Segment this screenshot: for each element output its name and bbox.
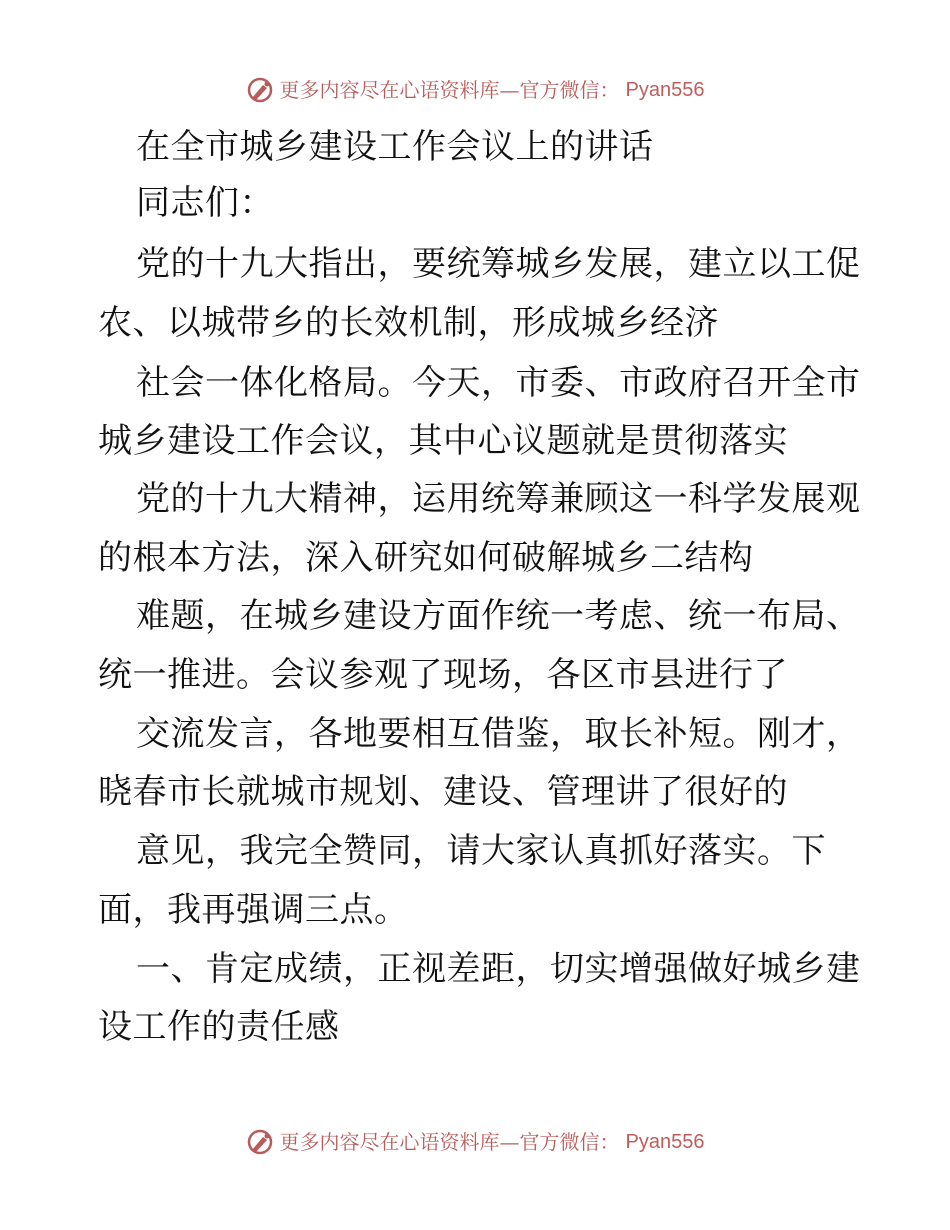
watermark-id: Pyan556 (625, 1131, 705, 1153)
paragraph-line: 意见，我完全赞同，请大家认真抓好落实。下 (136, 831, 826, 871)
paragraph-line: 晓春市长就城市规划、建设、管理讲了很好的 (98, 772, 788, 812)
watermark-text: 更多内容尽在心语资料库—官方微信： (279, 78, 620, 102)
paragraph-line: 统一推进。会议参观了现场，各区市县进行了 (98, 655, 788, 695)
pen-logo-icon (246, 1128, 274, 1156)
salutation: 同志们： (136, 183, 274, 223)
paragraph-line: 党的十九大精神，运用统筹兼顾这一科学发展观 (136, 479, 861, 519)
paragraph-line: 社会一体化格局。今天，市委、市政府召开全市 (136, 363, 861, 403)
paragraph-line: 农、以城带乡的长效机制，形成城乡经济 (98, 303, 719, 343)
section-heading-line: 一、肯定成绩，正视差距，切实增强做好城乡建 (136, 949, 861, 989)
watermark-header (0, 76, 950, 104)
watermark-footer (0, 1128, 950, 1156)
paragraph-line: 城乡建设工作会议，其中心议题就是贯彻落实 (98, 421, 788, 461)
pen-logo-icon (246, 76, 274, 104)
paragraph-line: 难题，在城乡建设方面作统一考虑、统一布局、 (136, 596, 861, 636)
paragraph-line: 交流发言，各地要相互借鉴，取长补短。刚才， (136, 714, 861, 754)
document-title: 在全市城乡建设工作会议上的讲话 (136, 127, 654, 167)
watermark-text: 更多内容尽在心语资料库—官方微信： (279, 1130, 620, 1154)
watermark-id: Pyan556 (625, 79, 705, 101)
paragraph-line: 党的十九大指出，要统筹城乡发展，建立以工促 (136, 244, 861, 284)
paragraph-line: 面，我再强调三点。 (98, 890, 409, 930)
paragraph-line: 的根本方法，深入研究如何破解城乡二结构 (98, 538, 754, 578)
section-heading-line: 设工作的责任感 (98, 1007, 340, 1047)
